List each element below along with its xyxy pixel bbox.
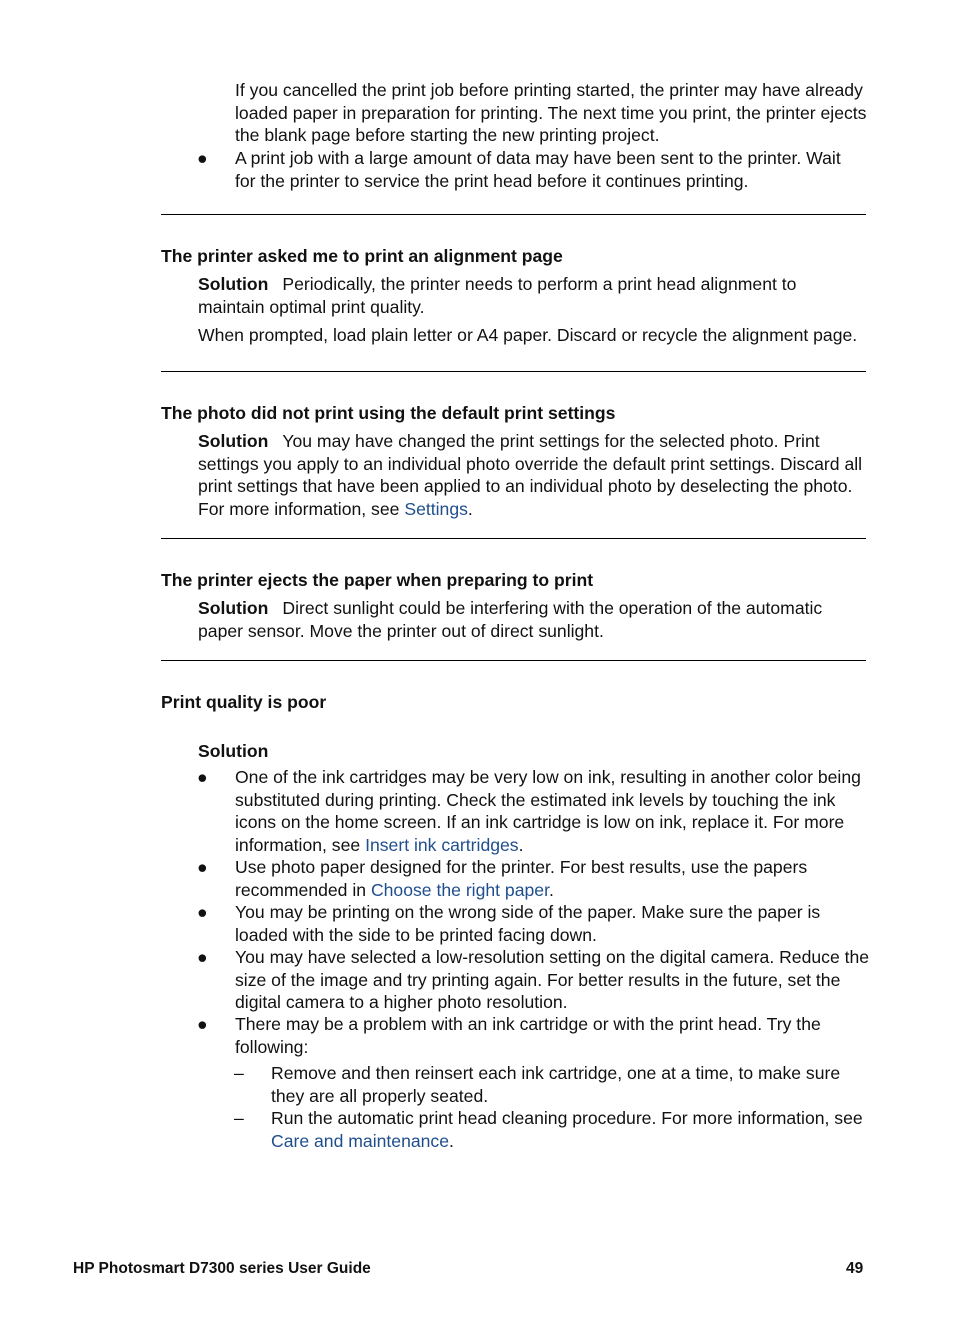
solution-alignment (198, 273, 866, 318)
solution-label: Solution (198, 274, 269, 294)
list-item: You may have selected a low-resolution setting on the digital camera. Reduce the size of the image and try printing again. For better results in the future, set the digital camera to a higher photo resolution. (235, 947, 870, 1013)
solution-text-2: When prompted, load plain letter or A4 paper. Discard or recycle the alignment page. (198, 325, 858, 345)
bullet-icon: ● (197, 1014, 208, 1034)
period: . (518, 834, 524, 855)
insert-ink-cartridges-link[interactable]: Insert ink cartridges (365, 834, 519, 855)
solution-label: Solution (198, 598, 269, 618)
bullet-icon: ● (197, 148, 208, 168)
list-item (235, 856, 845, 901)
period: . (548, 879, 554, 900)
settings-link[interactable]: Settings (404, 498, 468, 519)
sub-list-item: Remove and then reinsert each ink cartridge, one at a time, to make sure they are all properly seated. (271, 1063, 841, 1106)
dash-icon: – (234, 1063, 244, 1083)
solution-text: Periodically, the printer needs to perform a print head alignment to maintain optimal print quality. (198, 274, 797, 317)
section-heading-default-settings: The photo did not print using the default print settings (161, 403, 616, 423)
solution-label-quality (198, 740, 878, 763)
solution-default-settings (198, 430, 868, 520)
list-item-text: Use photo paper designed for the printer. For best results, use the papers recommended in (235, 857, 808, 900)
solution-ejects (198, 597, 870, 642)
footer-title: HP Photosmart D7300 series User Guide (73, 1260, 371, 1277)
solution-text: Direct sunlight could be interfering with the operation of the automatic paper sensor. Move the printer out of direct sunlight. (198, 598, 823, 641)
bullet-icon: ● (197, 947, 208, 967)
list-item: There may be a problem with an ink cartridge or with the print head. Try the following: (235, 1014, 821, 1057)
bullet-icon: ● (197, 857, 208, 877)
care-and-maintenance-link[interactable]: Care and maintenance (271, 1130, 450, 1151)
list-item: A print job with a large amount of data may have been sent to the printer. Wait for the printer to service the print head before it continues printing. (235, 148, 841, 191)
list-item: You may be printing on the wrong side of the paper. Make sure the paper is loaded with the side to be printed facing down. (235, 902, 821, 945)
solution-text: You may have changed the print settings for the selected photo. Print settings you apply to an individual photo override the default print settings. Discard all print settings that have been applied to an individual photo by deselecting the photo. For more information, see (198, 431, 863, 519)
period: . (467, 498, 473, 519)
sub-list-item (271, 1107, 866, 1152)
section-heading-alignment: The printer asked me to print an alignment page (161, 246, 563, 266)
bullet-icon: ● (197, 767, 208, 787)
section-heading-ejects: The printer ejects the paper when preparing to print (161, 570, 594, 590)
divider (161, 371, 866, 372)
page-number: 49 (846, 1260, 864, 1277)
divider (161, 538, 866, 539)
solution-label: Solution (198, 431, 269, 451)
dash-icon: – (234, 1108, 244, 1128)
section-heading-quality: Print quality is poor (161, 692, 327, 712)
divider (161, 214, 866, 215)
divider (161, 660, 866, 661)
list-item (235, 766, 871, 856)
list-item-text: One of the ink cartridges may be very low on ink, resulting in another color being substituted during printing. Check the estimated ink levels by touching the ink icons on the home screen. If an ink cartridge is low on ink, replace it. For more information, see (235, 767, 861, 855)
sub-list-item-text: Run the automatic print head cleaning procedure. For more information, see (271, 1108, 863, 1128)
intro-paragraph: If you cancelled the print job before printing started, the printer may have already loaded paper in preparation for printing. The next time you print, the printer ejects the blank page before starting the new printing project. (235, 80, 867, 146)
solution-label: Solution (198, 741, 269, 761)
bullet-icon: ● (197, 902, 208, 922)
period: . (449, 1130, 454, 1151)
choose-right-paper-link[interactable]: Choose the right paper (370, 879, 549, 900)
